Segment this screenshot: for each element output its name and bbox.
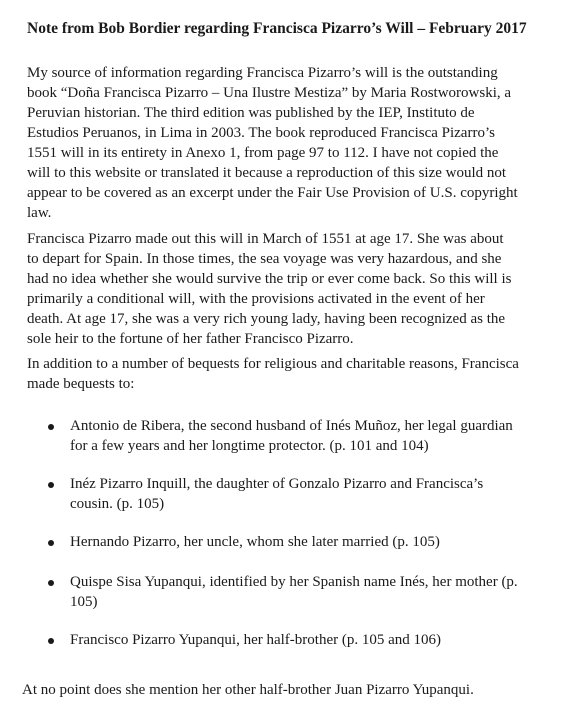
bequest-line: Francisco Pizarro Yupanqui, her half-brother (p. 105 and 106) [70,632,442,648]
bequest-text [70,630,565,650]
paragraph-line: made bequests to: [27,376,135,392]
paragraph-line: My source of information regarding Francisca Pizarro’s will is the outstanding [27,65,498,81]
bequest-line: cousin. (p. 105) [70,496,165,512]
bequest-line: Hernando Pizarro, her uncle, whom she later married (p. 105) [70,534,440,550]
bequest-text [70,532,565,552]
paragraph-line: book “Doña Francisca Pizarro – Una Ilustre Mestiza” by Maria Rostworowski, a [27,85,512,101]
paragraph-line: appear to be covered as an excerpt under the Fair Use Provision of U.S. copyright [27,185,518,201]
paragraph-source [27,63,562,223]
bullet-icon [48,540,54,546]
bequest-text [70,416,565,456]
paragraph-line: law. [27,205,52,221]
paragraph-line: primarily a conditional will, with the provisions activated in the event of her [27,291,485,307]
paragraph-line: Peruvian historian. The third edition was published by the IEP, Instituto de [27,105,475,121]
bullet-icon [48,482,54,488]
bequest-line: Antonio de Ribera, the second husband of Inés Muñoz, her legal guardian [70,418,513,434]
bequest-line: 105) [70,594,98,610]
paragraph-line: had no idea whether she would survive the trip or ever come back. So this will is [27,271,512,287]
paragraph-line: to depart for Spain. In those times, the sea voyage was very hazardous, and she [27,251,502,267]
bullet-icon [48,424,54,430]
bequest-line: Quispe Sisa Yupanqui, identified by her Spanish name Inés, her mother (p. [70,574,518,590]
paragraph-will-context [27,229,562,349]
paragraph-line: Francisca Pizarro made out this will in March of 1551 at age 17. She was about [27,231,504,247]
paragraph-line: 1551 will in its entirety in Anexo 1, from page 97 to 112. I have not copied the [27,145,499,161]
document-title: Note from Bob Bordier regarding Francisca Pizarro’s Will – February 2017 [27,20,527,37]
bequest-text [70,572,565,612]
paragraph-bequests-intro [27,354,562,394]
closing-statement: At no point does she mention her other half-brother Juan Pizarro Yupanqui. [22,682,474,698]
bequest-line: Inéz Pizarro Inquill, the daughter of Gonzalo Pizarro and Francisca’s [70,476,484,492]
bequest-line: for a few years and her longtime protector. (p. 101 and 104) [70,438,429,454]
paragraph-line: will to this website or translated it because a reproduction of this size would not [27,165,507,181]
paragraph-line: Estudios Peruanos, in Lima in 2003. The book reproduced Francisca Pizarro’s [27,125,495,141]
bequest-text [70,474,565,514]
bullet-icon [48,580,54,586]
paragraph-line: death. At age 17, she was a very rich young lady, having been recognized as the [27,311,506,327]
bullet-icon [48,638,54,644]
paragraph-line: sole heir to the fortune of her father Francisco Pizarro. [27,331,354,347]
paragraph-line: In addition to a number of bequests for religious and charitable reasons, Francisca [27,356,519,372]
